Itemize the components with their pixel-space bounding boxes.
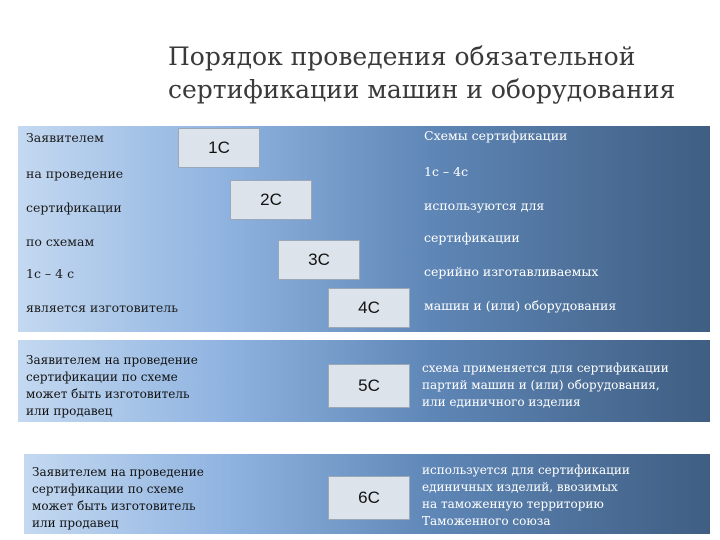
- row5-left-line: сертификации по схеме: [26, 370, 178, 384]
- row6-left-line: Заявителем на проведение: [32, 465, 204, 479]
- row5-right-line: партий машин и (или) оборудования,: [422, 378, 660, 392]
- row5-right-text: [422, 360, 669, 411]
- left-label-for: на проведение: [26, 166, 124, 181]
- row6-left-text: [32, 464, 204, 532]
- row5-right-line: схема применяется для сертификации: [422, 361, 669, 375]
- scheme-4c-box: 4С: [328, 288, 410, 328]
- left-label-certification: сертификации: [26, 200, 122, 215]
- row5-left-line: Заявителем на проведение: [26, 353, 198, 367]
- row6-right-line: используется для сертификации: [422, 463, 630, 477]
- row5-left-text: [26, 352, 198, 420]
- left-label-by-schemes: по схемам: [26, 234, 95, 249]
- scheme-3c-box: 3С: [278, 240, 360, 280]
- left-label-manufacturer: является изготовитель: [26, 300, 179, 315]
- right-label-schemes: Схемы сертификации: [424, 128, 568, 143]
- right-label-certification: сертификации: [424, 230, 520, 245]
- scheme-6c-box: 6С: [328, 476, 410, 520]
- row5-left-line: или продавец: [26, 404, 113, 418]
- row6-left-line: или продавец: [32, 516, 119, 530]
- row6-right-text: [422, 462, 630, 530]
- slide-title: [168, 40, 708, 106]
- scheme-5c-box: 5С: [328, 364, 410, 408]
- scheme-2c-box: 2С: [230, 180, 312, 220]
- row6-right-line: Таможенного союза: [422, 514, 551, 528]
- row6-left-line: сертификации по схеме: [32, 482, 184, 496]
- title-line-2: сертификации машин и оборудования: [168, 75, 676, 104]
- left-label-range: 1с – 4 с: [26, 266, 75, 281]
- row5-left-line: может быть изготовитель: [26, 387, 190, 401]
- scheme-1c-box: 1С: [178, 128, 260, 168]
- left-label-applicant: Заявителем: [26, 130, 104, 145]
- title-line-1: Порядок проведения обязательной: [168, 42, 636, 71]
- right-label-range: 1с – 4с: [424, 164, 469, 179]
- row5-right-line: или единичного изделия: [422, 395, 581, 409]
- row6-right-line: единичных изделий, ввозимых: [422, 480, 618, 494]
- row6-left-line: может быть изготовитель: [32, 499, 196, 513]
- right-label-used-for: используются для: [424, 198, 545, 213]
- right-label-machines: машин и (или) оборудования: [424, 298, 617, 313]
- row6-right-line: на таможенную территорию: [422, 497, 604, 511]
- right-label-serial: серийно изготавливаемых: [424, 264, 599, 279]
